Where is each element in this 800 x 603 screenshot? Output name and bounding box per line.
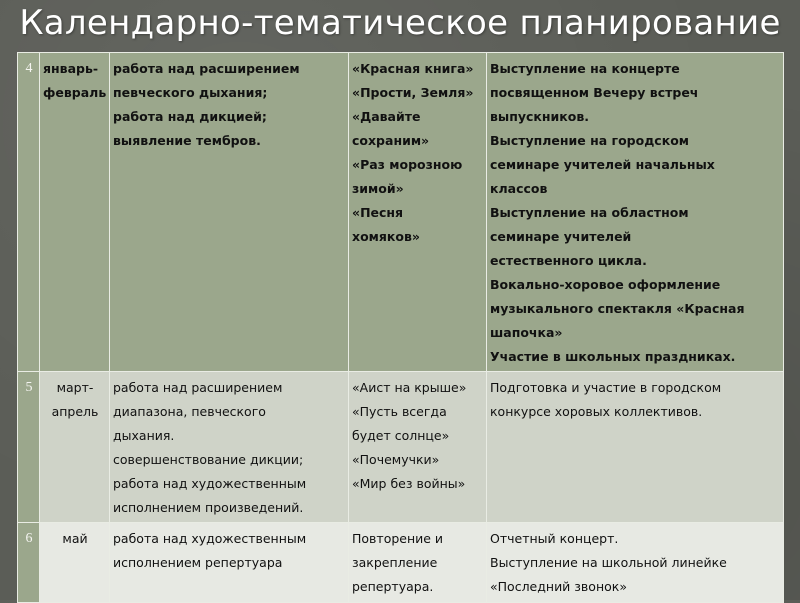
events-line: Выступление на концерте <box>490 61 680 76</box>
events-cell <box>487 53 784 372</box>
events-line: конкурсе хоровых коллективов. <box>490 404 703 419</box>
work-cell <box>110 372 349 523</box>
table-row <box>18 53 784 372</box>
work-line: исполнением произведений. <box>113 500 304 515</box>
month-cell <box>40 523 110 603</box>
work-line: диапазона, певческого <box>113 404 266 419</box>
events-line: Выступление на областном <box>490 205 689 220</box>
events-line: классов <box>490 181 548 196</box>
repertoire-line: «Раз морозною <box>352 157 463 172</box>
repertoire-cell <box>349 372 487 523</box>
repertoire-cell <box>349 523 487 603</box>
repertoire-line: репертуара. <box>352 579 434 594</box>
repertoire-line: «Мир без войны» <box>352 476 466 491</box>
repertoire-line: зимой» <box>352 181 404 196</box>
work-line: совершенствование дикции; <box>113 452 304 467</box>
work-line: работа над расширением <box>113 380 283 395</box>
month-cell <box>40 53 110 372</box>
work-line: работа над расширением <box>113 61 300 76</box>
events-cell <box>487 372 784 523</box>
repertoire-line: «Пусть всегда <box>352 404 447 419</box>
work-line: выявление тембров. <box>113 133 261 148</box>
table-row <box>18 372 784 523</box>
month-line: апрель <box>51 404 99 419</box>
repertoire-line: «Давайте <box>352 109 421 124</box>
events-line: естественного цикла. <box>490 253 647 268</box>
repertoire-line: «Красная книга» <box>352 61 474 76</box>
repertoire-line: Повторение и <box>352 531 444 546</box>
month-line: январь- <box>43 61 99 76</box>
repertoire-line: сохраним» <box>352 133 430 148</box>
events-line: «Последний звонок» <box>490 579 627 594</box>
work-line: работа над художественным <box>113 531 307 546</box>
row-number: 6 <box>18 523 40 603</box>
events-line: семинаре учителей <box>490 229 632 244</box>
month-line: февраль <box>43 85 107 100</box>
work-line: работа над художественным <box>113 476 307 491</box>
row-number: 4 <box>18 53 40 372</box>
repertoire-line: будет солнце» <box>352 428 450 443</box>
work-line: работа над дикцией; <box>113 109 267 124</box>
events-line: Подготовка и участие в городском <box>490 380 722 395</box>
slide-title: Календарно-тематическое планирование <box>19 3 781 43</box>
repertoire-line: «Песня <box>352 205 404 220</box>
events-cell <box>487 523 784 603</box>
work-line: дыхания. <box>113 428 175 443</box>
events-line: выпускников. <box>490 109 590 124</box>
repertoire-line: «Аист на крыше» <box>352 380 467 395</box>
events-line: шапочка» <box>490 325 563 340</box>
events-line: Выступление на городском <box>490 133 689 148</box>
work-line: певческого дыхания; <box>113 85 268 100</box>
repertoire-line: «Прости, Земля» <box>352 85 474 100</box>
events-line: Выступление на школьной линейке <box>490 555 727 570</box>
events-line: Участие в школьных праздниках. <box>490 349 736 364</box>
events-line: Отчетный концерт. <box>490 531 619 546</box>
table-row <box>18 523 784 603</box>
events-line: музыкального спектакля «Красная <box>490 301 745 316</box>
repertoire-line: «Почемучки» <box>352 452 440 467</box>
planning-table <box>17 52 784 603</box>
work-cell <box>110 53 349 372</box>
work-line: исполнением репертуара <box>113 555 283 570</box>
work-cell <box>110 523 349 603</box>
events-line: семинаре учителей начальных <box>490 157 715 172</box>
events-line: посвященном Вечеру встреч <box>490 85 699 100</box>
repertoire-cell <box>349 53 487 372</box>
repertoire-line: хомяков» <box>352 229 420 244</box>
events-line: Вокально-хоровое оформление <box>490 277 721 292</box>
repertoire-line: закрепление <box>352 555 438 570</box>
month-line: март- <box>56 380 94 395</box>
month-line: май <box>62 531 88 546</box>
row-number: 5 <box>18 372 40 523</box>
month-cell <box>40 372 110 523</box>
